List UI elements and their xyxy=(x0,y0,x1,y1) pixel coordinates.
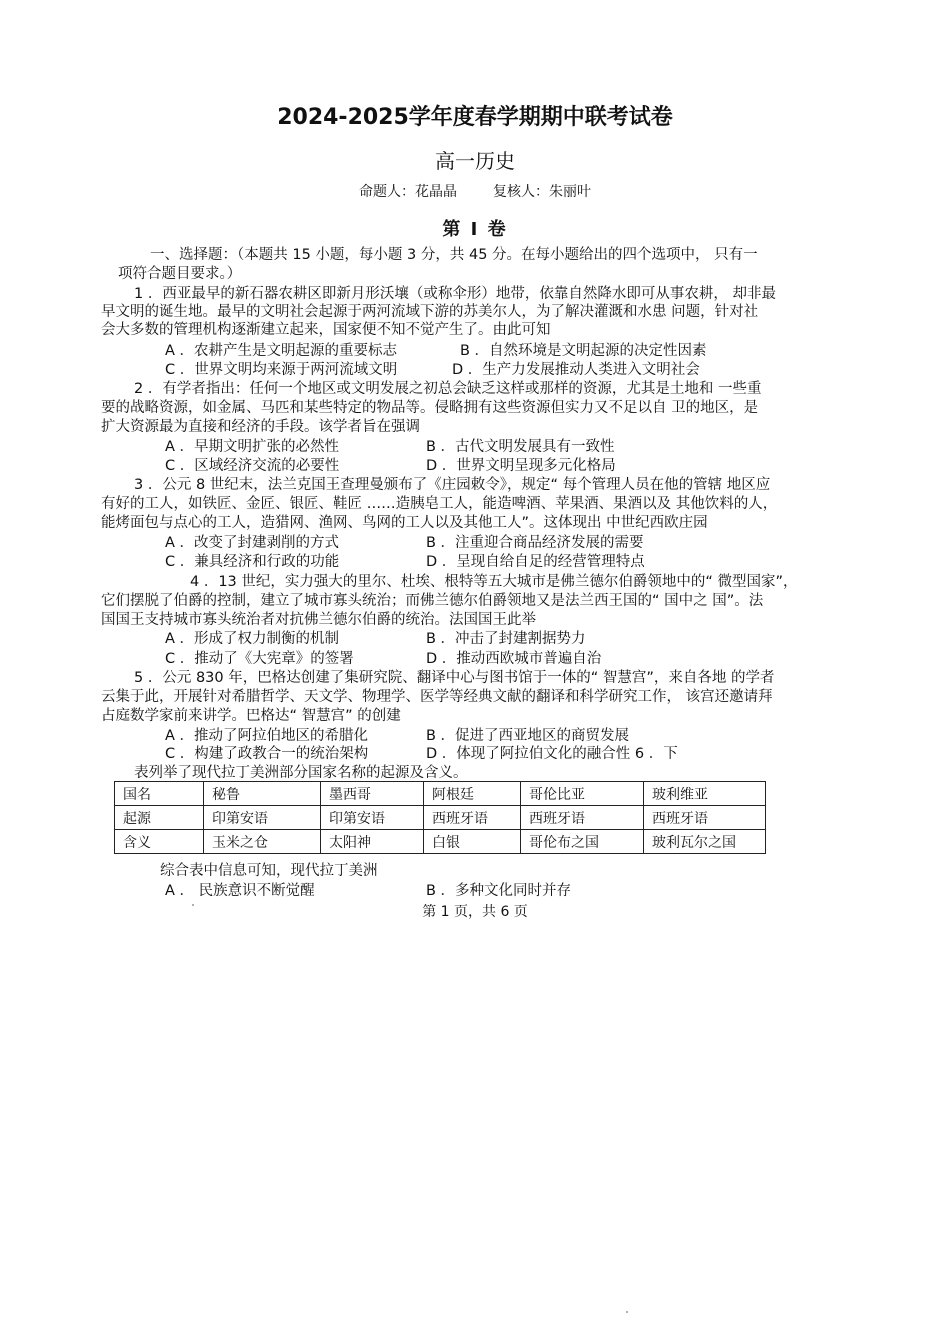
q1-option-d: D ．生产力发展推动人类进入文明社会 xyxy=(452,362,700,378)
reviewer: 复核人：朱丽叶 xyxy=(493,184,591,200)
table-cell: 含义 xyxy=(115,830,204,854)
section-instruction: 一、选择题：（本题共 15 小题，每小题 3 分，共 45 分。在每小题给出的四个选项中， 只有一 xyxy=(150,247,758,263)
question-1-text: 早文明的诞生地。最早的文明社会起源于两河流域下游的苏美尔人，为了解决灌溉和水患 问题，针对社 xyxy=(101,304,759,320)
q2-option-d: D ．世界文明呈现多元化格局 xyxy=(426,458,616,474)
table-cell: 哥伦比亚 xyxy=(521,782,644,806)
q1-option-b: B ．自然环境是文明起源的决定性因素 xyxy=(460,343,707,359)
q1-option-c: C ．世界文明均来源于两河流域文明 xyxy=(165,362,398,378)
q3-option-b: B ．注重迎合商品经济发展的需要 xyxy=(426,535,644,551)
table-cell: 玉米之仓 xyxy=(204,830,321,854)
q5-option-b: B ．促进了西亚地区的商贸发展 xyxy=(426,728,630,744)
q6-option-a: A ． 民族意识不断觉醒 xyxy=(165,883,315,899)
exam-title: 2024-2025学年度春学期期中联考试卷 xyxy=(277,105,673,130)
table-cell: 起源 xyxy=(115,806,204,830)
question-4-text: 4 ．13 世纪，实力强大的里尔、杜埃、根特等五大城市是佛兰德尔伯爵领地中的“ 微型国家”， xyxy=(190,574,798,590)
q3-option-a: A ．改变了封建剥削的方式 xyxy=(165,535,340,551)
q4-option-b: B ．冲击了封建割据势力 xyxy=(426,631,586,647)
q2-option-a: A ．早期文明扩张的必然性 xyxy=(165,439,340,455)
question-2-text: 2 ．有学者指出：任何一个地区或文明发展之初总会缺乏这样或那样的资源，尤其是土地和 一些重 xyxy=(134,381,762,397)
table-row xyxy=(115,830,766,854)
q3-option-d: D ．呈现自给自足的经营管理特点 xyxy=(426,554,645,570)
page-footer: 第 1 页，共 6 页 xyxy=(422,904,528,920)
q2-option-b: B ．古代文明发展具有一致性 xyxy=(426,439,615,455)
question-3-text: 能烤面包与点心的工人，造猎网、渔网、鸟网的工人以及其他工人”。这体现出 中世纪西欧庄园 xyxy=(101,515,708,531)
question-6-summary: 综合表中信息可知，现代拉丁美洲 xyxy=(160,863,378,879)
question-1-text: 1 ．西亚最早的新石器农耕区即新月形沃壤（或称伞形）地带，依靠自然降水即可从事农耕， 却非最 xyxy=(134,286,776,302)
question-1-text: 会大多数的管理机构逐渐建立起来，国家便不知不觉产生了。由此可知 xyxy=(101,322,551,338)
table-cell: 西班牙语 xyxy=(521,806,644,830)
q2-option-c: C ．区域经济交流的必要性 xyxy=(165,458,340,474)
q4-option-d: D ．推动西欧城市普遍自治 xyxy=(426,651,602,667)
question-3-text: 3 ．公元 8 世纪末，法兰克国王查理曼颁布了《庄园敕令》，规定“ 每个管理人员在他的管辖 地区应 xyxy=(134,477,771,493)
table-row xyxy=(115,806,766,830)
table-cell: 白银 xyxy=(424,830,521,854)
table-cell: 阿根廷 xyxy=(424,782,521,806)
table-cell: 秘鲁 xyxy=(204,782,321,806)
q5-option-d: D ．体现了阿拉伯文化的融合性 6 ．下 xyxy=(426,746,678,762)
table-cell: 玻利瓦尔之国 xyxy=(644,830,766,854)
author: 命题人：花晶晶 xyxy=(359,184,457,200)
table-cell: 墨西哥 xyxy=(321,782,424,806)
q3-option-c: C ．兼具经济和行政的功能 xyxy=(165,554,340,570)
scan-speck xyxy=(626,1311,628,1313)
scan-speck xyxy=(192,904,194,906)
exam-subject: 高一历史 xyxy=(435,149,515,173)
q5-option-c: C ．构建了政教合一的统治架构 xyxy=(165,746,369,762)
question-5-text: 云集于此，开展针对希腊哲学、天文学、物理学、医学等经典文献的翻译和科学研究工作， 该宫还邀请拜 xyxy=(101,689,773,705)
section-instruction-cont: 项符合题目要求。） xyxy=(118,266,242,282)
q6-option-b: B ．多种文化同时并存 xyxy=(426,883,572,899)
q1-option-a: A ．农耕产生是文明起源的重要标志 xyxy=(165,343,398,359)
question-5-text: 占庭数学家前来讲学。巴格达“ 智慧宫” 的创建 xyxy=(101,708,401,724)
table-cell: 印第安语 xyxy=(204,806,321,830)
question-3-text: 有好的工人，如铁匠、金匠、银匠、鞋匠 ……造胰皂工人，能造啤酒、苹果酒、果酒以及 其他饮料的人， xyxy=(101,496,778,512)
q4-option-c: C ．推动了《大宪章》的签署 xyxy=(165,651,354,667)
question-4-text: 它们摆脱了伯爵的控制，建立了城市寡头统治；而佛兰德尔伯爵领地又是法兰西王国的“ 国中之 国”。法 xyxy=(101,593,764,609)
table-cell: 国名 xyxy=(115,782,204,806)
q4-option-a: A ．形成了权力制衡的机制 xyxy=(165,631,340,647)
country-name-table xyxy=(114,781,766,854)
table-cell: 太阳神 xyxy=(321,830,424,854)
volume-heading: 第 I 卷 xyxy=(442,219,508,240)
table-cell: 西班牙语 xyxy=(424,806,521,830)
table-cell: 西班牙语 xyxy=(644,806,766,830)
table-row xyxy=(115,782,766,806)
question-2-text: 要的战略资源，如金属、马匹和某些特定的物品等。侵略拥有这些资源但实力又不足以自 卫的地区，是 xyxy=(101,400,759,416)
q5-option-a: A ．推动了阿拉伯地区的希腊化 xyxy=(165,728,369,744)
question-4-text: 国国王支持城市寡头统治者对抗佛兰德尔伯爵的统治。法国国王此举 xyxy=(101,612,536,628)
table-cell: 哥伦布之国 xyxy=(521,830,644,854)
table-cell: 玻利维亚 xyxy=(644,782,766,806)
table-cell: 印第安语 xyxy=(321,806,424,830)
question-6-intro: 表列举了现代拉丁美洲部分国家名称的起源及含义。 xyxy=(134,765,468,781)
authors-line xyxy=(0,181,950,201)
question-2-text: 扩大资源最为直接和经济的手段。该学者旨在强调 xyxy=(101,419,420,435)
question-5-text: 5 ．公元 830 年，巴格达创建了集研究院、翻译中心与图书馆于一体的“ 智慧宫”，来自各地 的学者 xyxy=(134,670,775,686)
